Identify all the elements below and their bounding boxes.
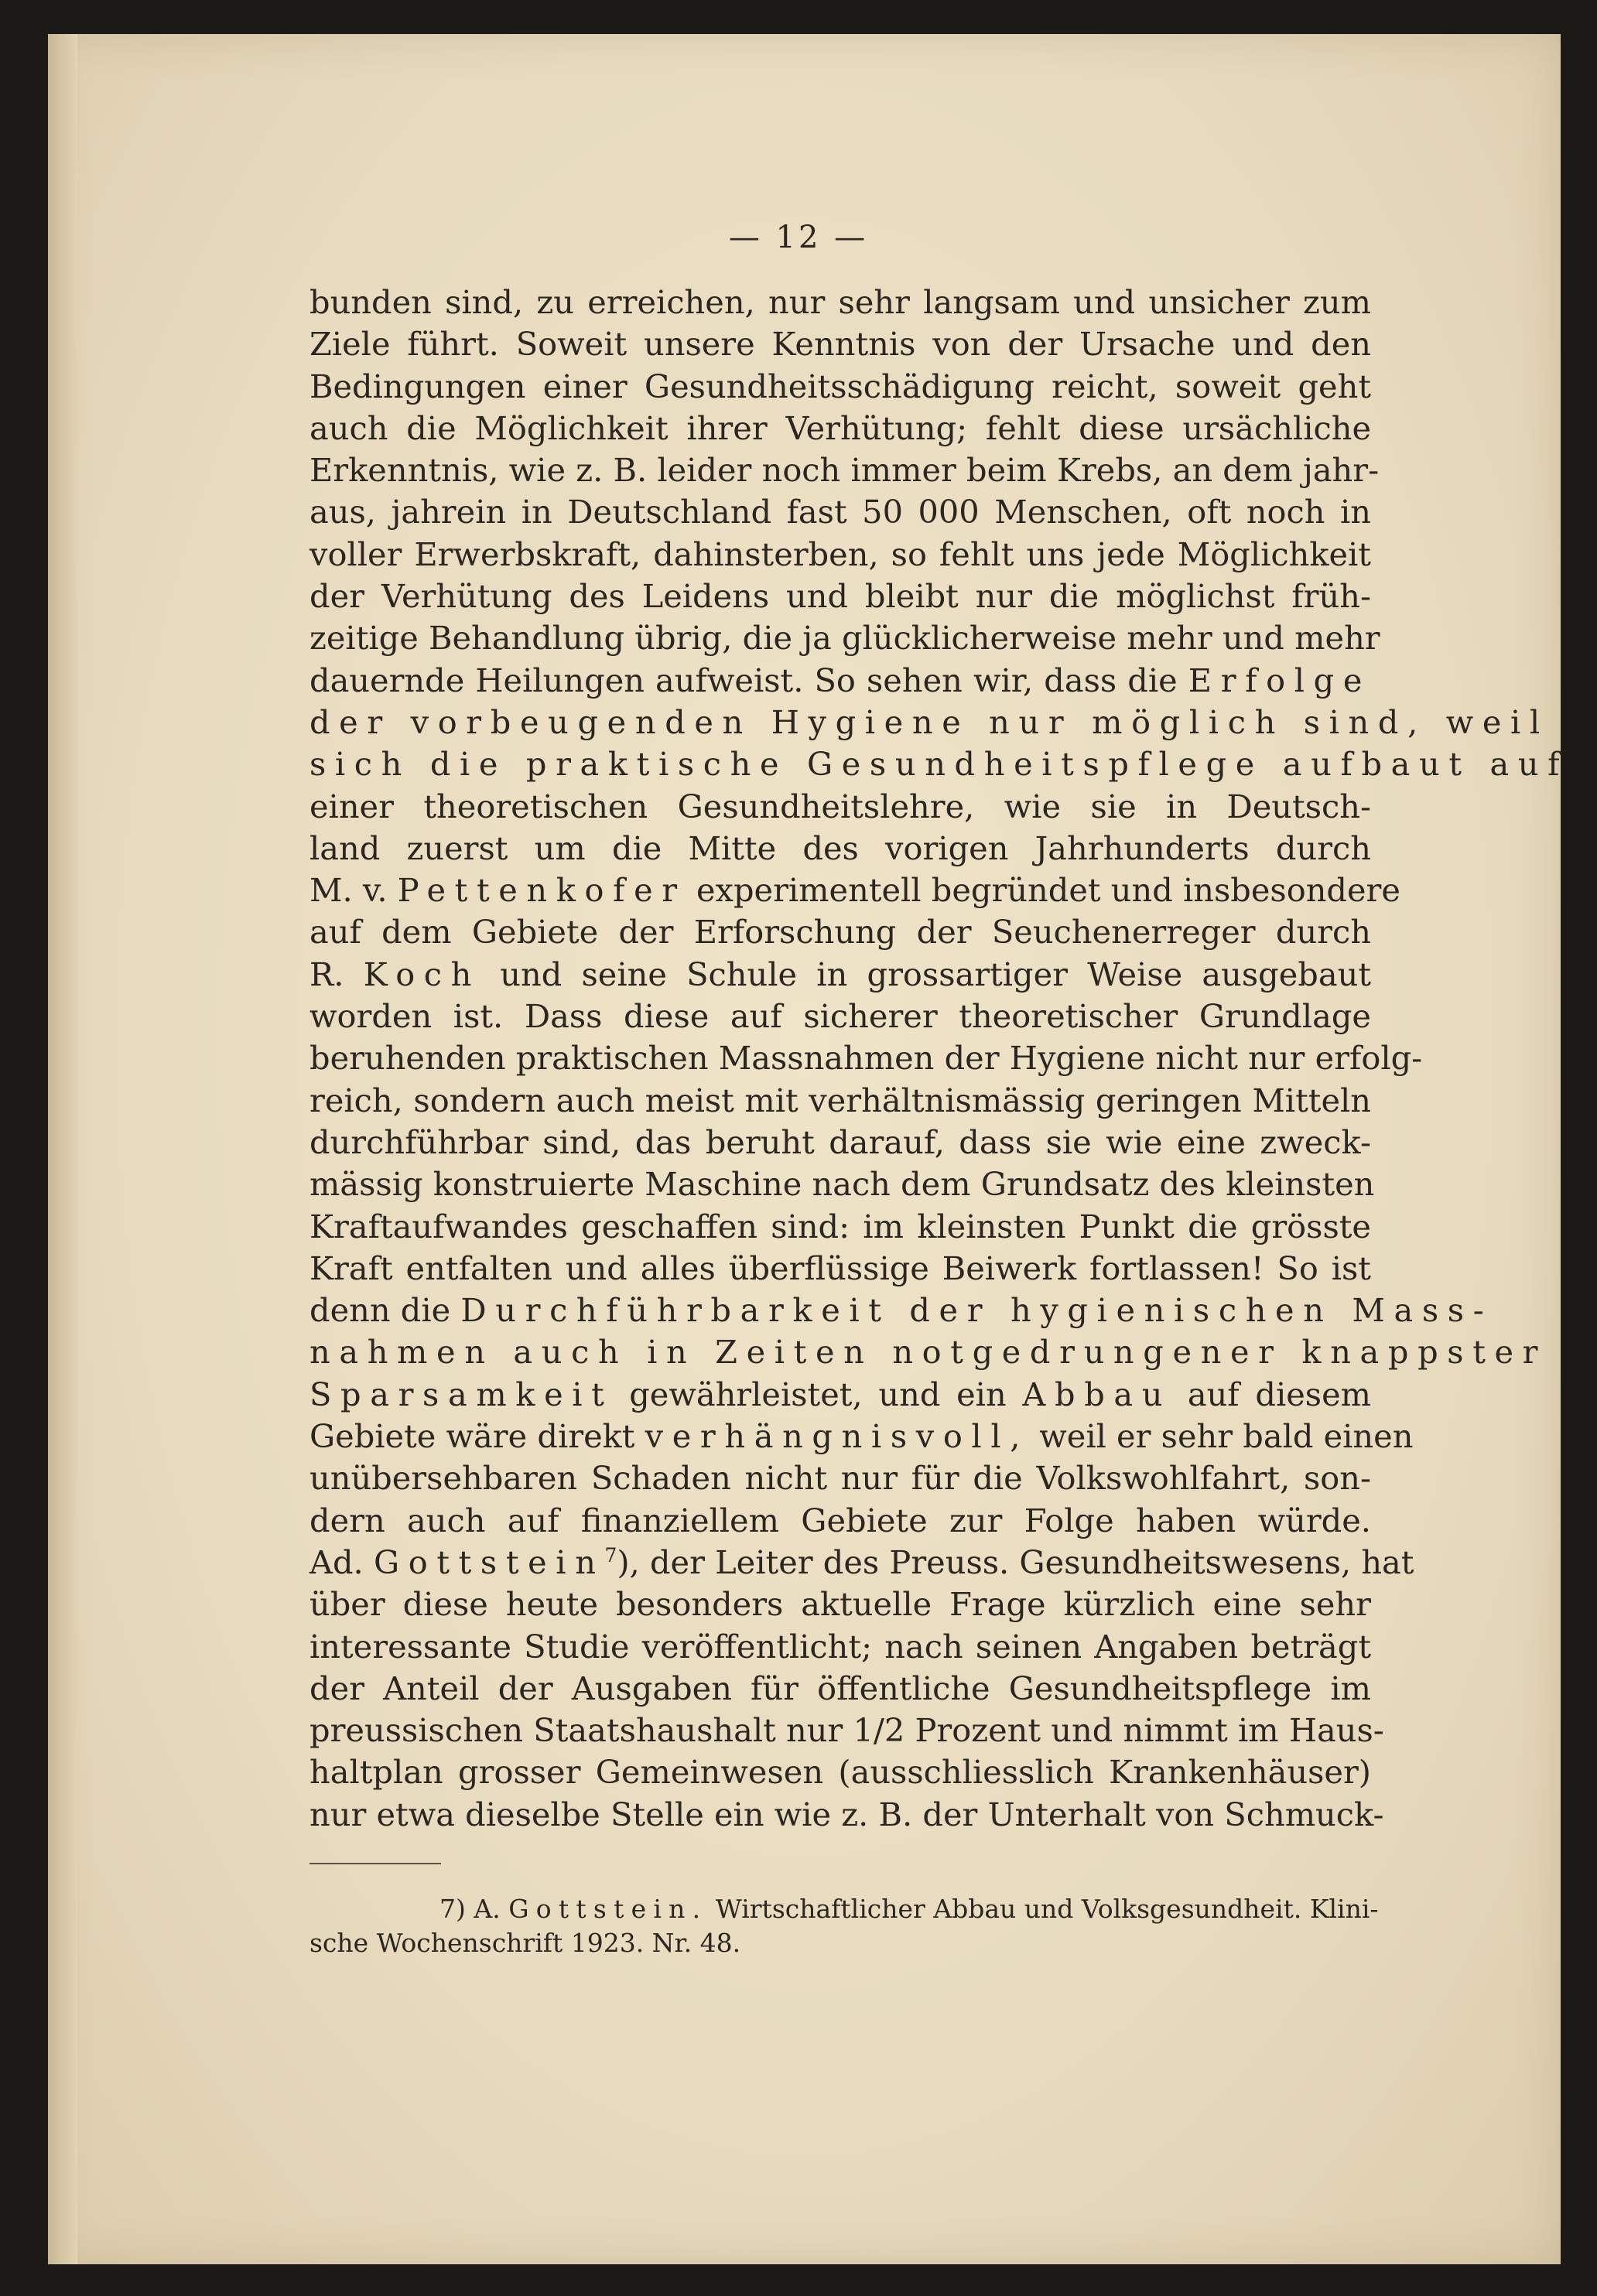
text-line: reich, sondern auch meist mit verhältnismässig geringen Mitteln [309, 1081, 1371, 1119]
text-span: und seine Schule in grossartiger Weise ausgebaut [500, 955, 1372, 993]
page-gutter [48, 34, 77, 2264]
page-number: — 12 — [728, 220, 869, 255]
footnote-line: sche Wochenschrift 1923. Nr. 48. [309, 1928, 741, 1958]
text-line: der Anteil der Ausgaben für öffentliche Gesundheitspflege im [309, 1669, 1371, 1707]
text-line: sich die praktische Gesundheitspflege aufbaut auf [309, 745, 1569, 784]
text-span: Prozent und nimmt im Haus- [915, 1711, 1384, 1750]
spaced-name: Pettenkofer [397, 871, 686, 910]
text-line: Kraft entfalten und alles überflüssige Beiwerk fortlassen! So ist [309, 1249, 1371, 1287]
text-line: dern auch auf finanziellem Gebiete zur Folge haben würde. [309, 1501, 1371, 1539]
text-line: interessante Studie veröffentlicht; nach seinen Angaben beträgt [309, 1627, 1371, 1666]
text-span: Wirtschaftlicher Abbau und Volksgesundheit. Klini- [715, 1894, 1379, 1924]
text-line: auf dem Gebiete der Erforschung der Seuchenerreger durch [309, 913, 1371, 952]
text-span: preussischen Staatshaushalt nur [309, 1711, 843, 1750]
text-line: aus, jahrein in Deutschland fast 50 000 Menschen, oft noch in [309, 493, 1371, 531]
text-line: land zuerst um die Mitte des vorigen Jahrhunderts durch [309, 829, 1371, 867]
spaced-emphasis: verhängnisvoll, [645, 1417, 1030, 1456]
footnote [309, 1892, 1379, 1960]
text-line [309, 1416, 1414, 1457]
footnote-rule [309, 1863, 441, 1864]
text-line: nahmen auch in Zeiten notgedrungener knappster [309, 1333, 1547, 1372]
text-line: einer theoretischen Gesundheitslehre, wie sie in Deutsch- [309, 787, 1371, 825]
text-line: zeitige Behandlung übrig, die ja glücklicherweise mehr und mehr [309, 619, 1380, 658]
text-line: der vorbeugenden Hygiene nur möglich sind, weil [309, 702, 1549, 741]
text-span: dauernde Heilungen aufweist. So sehen wir, dass die [309, 661, 1178, 699]
text-line [309, 870, 1400, 911]
text-line: der Verhütung des Leidens und bleibt nur die möglichst früh- [309, 577, 1371, 616]
text-line: mässig konstruierte Maschine nach dem Grundsatz des kleinsten [309, 1165, 1375, 1204]
text-line [309, 954, 1371, 996]
text-line [309, 1710, 1384, 1751]
text-span: Ad. [309, 1543, 364, 1581]
footnote-marker: 7) [439, 1894, 466, 1924]
spaced-emphasis: Abbau [1022, 1375, 1172, 1413]
text-line: voller Erwerbskraft, dahinsterben, so fehlt uns jede Möglichkeit [309, 535, 1371, 573]
text-span: experimentell begründet und insbesondere [696, 871, 1400, 910]
body-text [309, 282, 1569, 1836]
text-span: R. [309, 955, 344, 993]
text-span: A. [474, 1894, 501, 1924]
text-line [309, 1542, 1414, 1584]
text-span: weil er sehr bald einen [1039, 1417, 1414, 1456]
text-span: gewährleistet, und ein [629, 1375, 1007, 1413]
text-line: Erkenntnis, wie z. B. leider noch immer beim Krebs, an dem jahr- [309, 451, 1380, 490]
text-span: denn die [309, 1291, 451, 1330]
text-line [309, 1290, 1493, 1331]
text-line: Kraftaufwandes geschaffen sind: im kleinsten Punkt die grösste [309, 1207, 1371, 1245]
text-line: worden ist. Dass diese auf sicherer theoretischer Grundlage [309, 997, 1371, 1036]
fraction: 1/2 [853, 1711, 905, 1750]
spaced-emphasis: Durchführbarkeit der hygienischen Mass- [460, 1291, 1493, 1330]
text-line: bunden sind, zu erreichen, nur sehr langsam und unsicher zum [309, 283, 1371, 321]
text-line: durchführbar sind, das beruht darauf, dass sie wie eine zweck- [309, 1122, 1371, 1161]
spaced-name: Gottstein [373, 1543, 605, 1581]
text-line: nur etwa dieselbe Stelle ein wie z. B. der Unterhalt von Schmuck- [309, 1795, 1384, 1833]
footnote-reference: 7 [604, 1544, 617, 1567]
text-line: Ziele führt. Soweit unsere Kenntnis von der Ursache und den [309, 325, 1371, 364]
spaced-name: Koch [363, 955, 481, 993]
text-line: Bedingungen einer Gesundheitsschädigung reicht, soweit geht [309, 367, 1371, 405]
text-line: über diese heute besonders aktuelle Frage kürzlich eine sehr [309, 1585, 1371, 1624]
text-line: unübersehbaren Schaden nicht nur für die Volkswohlfahrt, son- [309, 1459, 1371, 1498]
footnote-line [309, 1892, 1379, 1926]
spaced-name: Gottstein. [508, 1894, 708, 1924]
text-span: Gebiete wäre direkt [309, 1417, 635, 1456]
text-line: beruhenden praktischen Massnahmen der Hygiene nicht nur erfolg- [309, 1039, 1423, 1078]
text-line [309, 1374, 1371, 1416]
text-line: haltplan grosser Gemeinwesen (ausschliesslich Krankenhäuser) [309, 1753, 1371, 1792]
text-span: auf diesem [1187, 1375, 1371, 1413]
text-line [309, 660, 1371, 702]
text-span: M. v. [309, 871, 388, 910]
text-span: ), der Leiter des Preuss. Gesundheitswesens, hat [617, 1543, 1414, 1581]
spaced-emphasis: Sparsamkeit [309, 1375, 614, 1413]
text-line: auch die Möglichkeit ihrer Verhütung; fehlt diese ursächliche [309, 408, 1371, 447]
spaced-emphasis: Erfolge [1188, 661, 1371, 699]
